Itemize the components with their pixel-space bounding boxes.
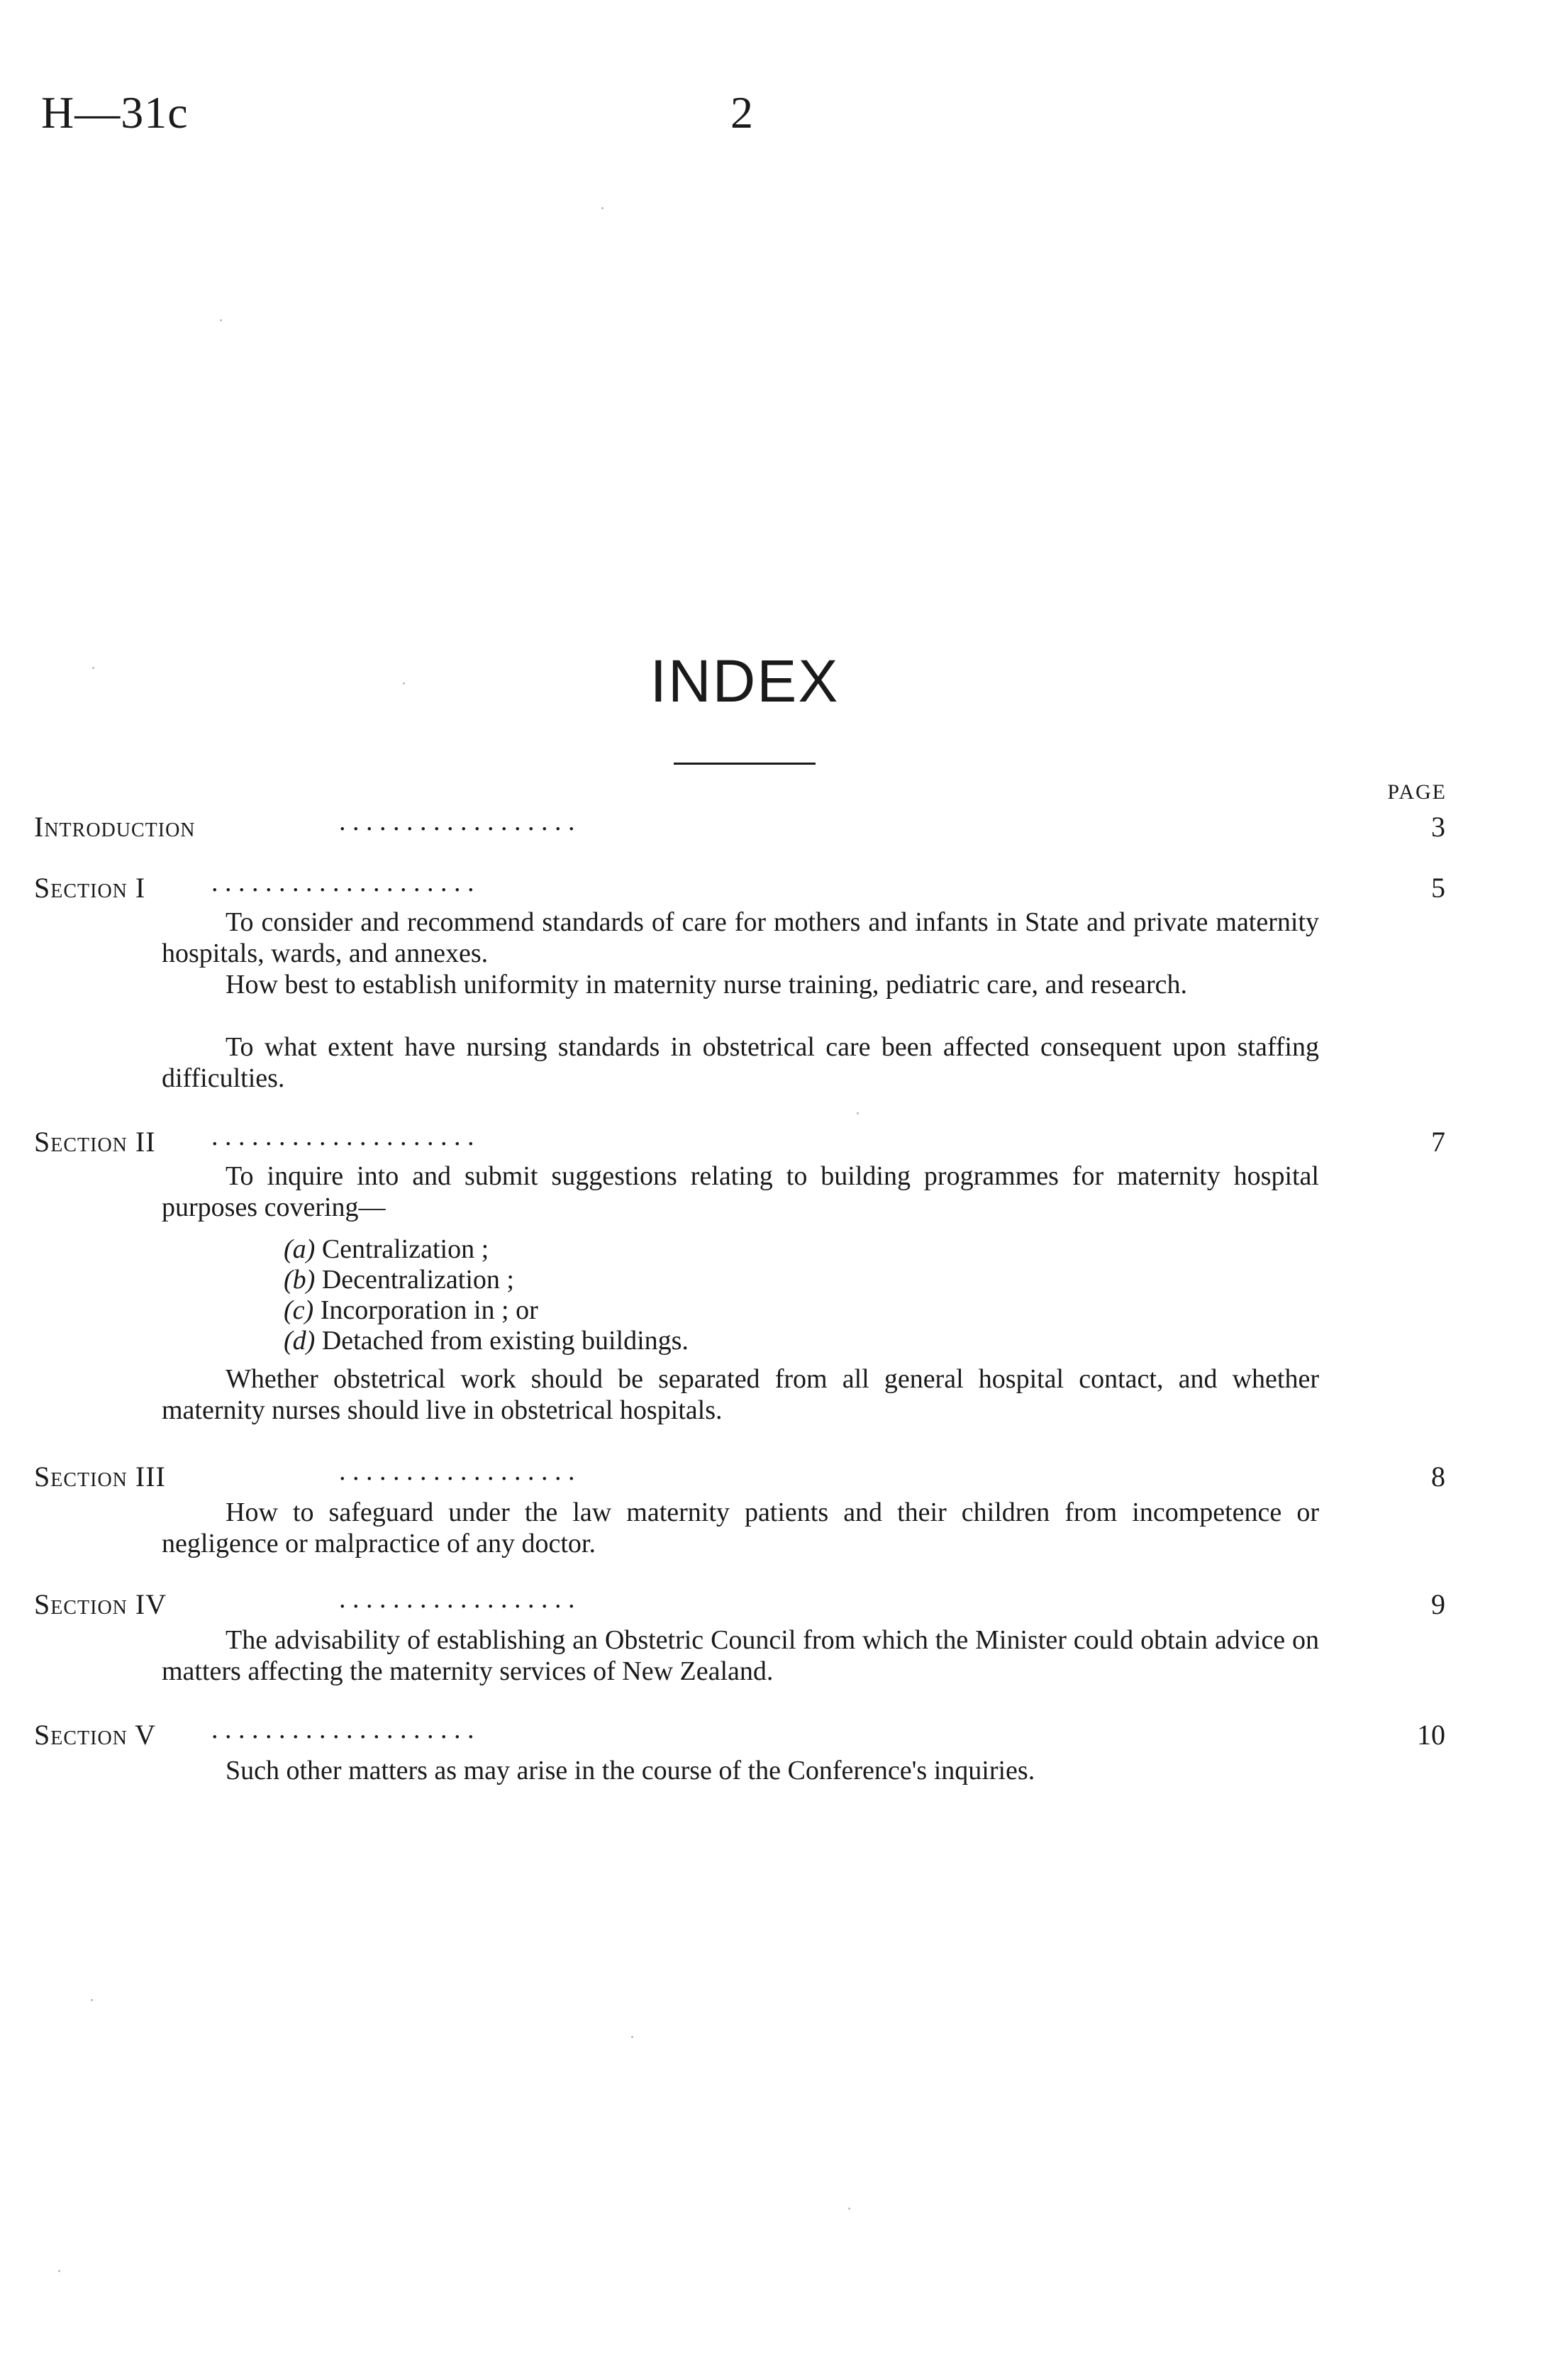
list-item: (d) Detached from existing buildings. [284, 1326, 689, 1356]
section-v-paragraph: Such other matters as may arise in the course of the Conference's inquiries. [226, 1756, 1035, 1785]
index-entry-section-ii [34, 1122, 1445, 1162]
entry-page: 5 [1431, 872, 1445, 904]
leader-dots: . . . . . . . . . . . . . . . . . . . . [211, 1122, 474, 1151]
entry-page: 9 [1431, 1588, 1445, 1620]
entry-label: Section II [34, 1126, 156, 1158]
leader-dots: . . . . . . . . . . . . . . . . . . [339, 1456, 575, 1486]
document-reference: H—31c [41, 87, 189, 138]
section-ii-closing: Whether obstetrical work should be separated from all general hospital contact, and whether maternity nurses should live in obstetrical hospitals. [162, 1364, 1319, 1425]
paper-speck [631, 2036, 633, 2038]
paper-speck [403, 682, 405, 685]
section-ii-item-list [284, 1234, 689, 1356]
section-iii-paragraph: How to safeguard under the law maternity patients and their children from incompetence or negligence or malpractice of any doctor. [162, 1497, 1319, 1558]
leader-dots: . . . . . . . . . . . . . . . . . . [339, 807, 575, 836]
page-column-label: PAGE [1387, 780, 1447, 804]
leader-dots: . . . . . . . . . . . . . . . . . . [339, 1584, 575, 1614]
leader-dots: . . . . . . . . . . . . . . . . . . . . [211, 868, 474, 897]
entry-label: Section III [34, 1461, 166, 1493]
section-i-paragraph-1: To consider and recommend standards of care for mothers and infants in State and private maternity hospitals, wards, and annexes. [162, 907, 1319, 968]
paper-speck [601, 207, 604, 209]
section-ii-intro: To inquire into and submit suggestions relating to building programmes for maternity hospital purposes covering— [162, 1161, 1319, 1222]
index-title: INDEX [650, 648, 840, 714]
list-item: (b) Decentralization ; [284, 1265, 514, 1295]
section-iv-paragraph: The advisability of establishing an Obstetric Council from which the Minister could obtain advice on matters affecting the maternity services of New Zealand. [162, 1625, 1319, 1686]
paper-speck [58, 2270, 60, 2272]
entry-page: 7 [1431, 1126, 1445, 1158]
index-entry-section-v [34, 1715, 1445, 1755]
paper-speck [220, 319, 222, 321]
entry-page: 10 [1417, 1719, 1445, 1751]
index-entry-section-iii [34, 1457, 1445, 1497]
leader-dots: . . . . . . . . . . . . . . . . . . . . [211, 1715, 474, 1744]
page-number: 2 [730, 87, 753, 138]
entry-page: 8 [1431, 1461, 1445, 1493]
section-i-paragraph-3: To what extent have nursing standards in obstetrical care been affected consequent upon staffing difficulties. [162, 1032, 1319, 1093]
entry-label: Introduction [34, 811, 196, 843]
list-item: (c) Incorporation in ; or [284, 1295, 538, 1325]
index-entry-introduction [34, 807, 1445, 847]
paper-speck [92, 667, 94, 669]
paper-speck [848, 2208, 850, 2210]
entry-label: Section I [34, 872, 146, 904]
index-entry-section-i [34, 868, 1445, 908]
paper-speck [91, 1999, 93, 2001]
list-item: (a) Centralization ; [284, 1234, 489, 1264]
index-entry-section-iv [34, 1585, 1445, 1624]
section-i-paragraph-2: How best to establish uniformity in maternity nurse training, pediatric care, and research. [226, 970, 1187, 1000]
title-rule [674, 763, 816, 765]
entry-label: Section V [34, 1719, 157, 1751]
paper-speck [857, 1112, 859, 1114]
entry-label: Section IV [34, 1588, 167, 1620]
entry-page: 3 [1431, 811, 1445, 843]
